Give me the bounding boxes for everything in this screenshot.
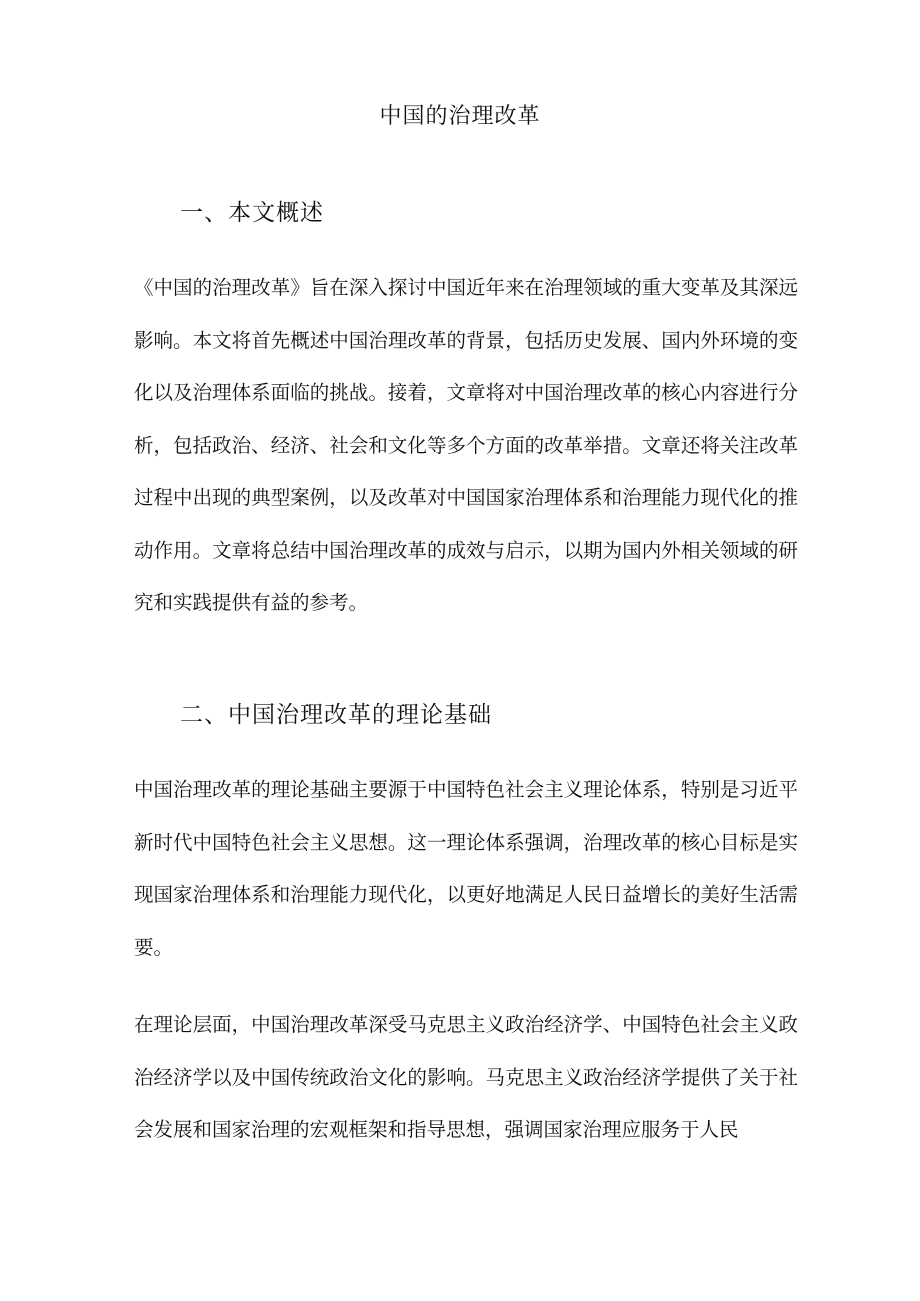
document-title: 中国的治理改革 (379, 104, 541, 129)
theory-paragraph-1: 中国治理改革的理论基础主要源于中国特色社会主义理论体系，特别是习近平新时代中国特色社会主义思想。这一理论体系强调，治理改革的核心目标是实现国家治理体系和治理能力现代化，以更好地满足人民日益增长的美好生活需要。 (134, 778, 798, 959)
section-heading-overview: 一、本文概述 (180, 200, 324, 226)
theory-paragraph-2: 在理论层面，中国治理改革深受马克思主义政治经济学、中国特色社会主义政治经济学以及中国传统政治文化的影响。马克思主义政治经济学提供了关于社会发展和国家治理的宏观框架和指导思想，强调国家治理应服务于人民 (134, 1013, 798, 1141)
section-heading-theory: 二、中国治理改革的理论基础 (180, 702, 492, 728)
overview-paragraph: 《中国的治理改革》旨在深入探讨中国近年来在治理领域的重大变革及其深远影响。本文将首先概述中国治理改革的背景，包括历史发展、国内外环境的变化以及治理体系面临的挑战。接着，文章将对中国治理改革的核心内容进行分析，包括政治、经济、社会和文化等多个方面的改革举措。文章还将关注改革过程中出现的典型案例，以及改革对中国国家治理体系和治理能力现代化的推动作用。文章将总结中国治理改革的成效与启示，以期为国内外相关领域的研究和实践提供有益的参考。 (134, 276, 798, 614)
